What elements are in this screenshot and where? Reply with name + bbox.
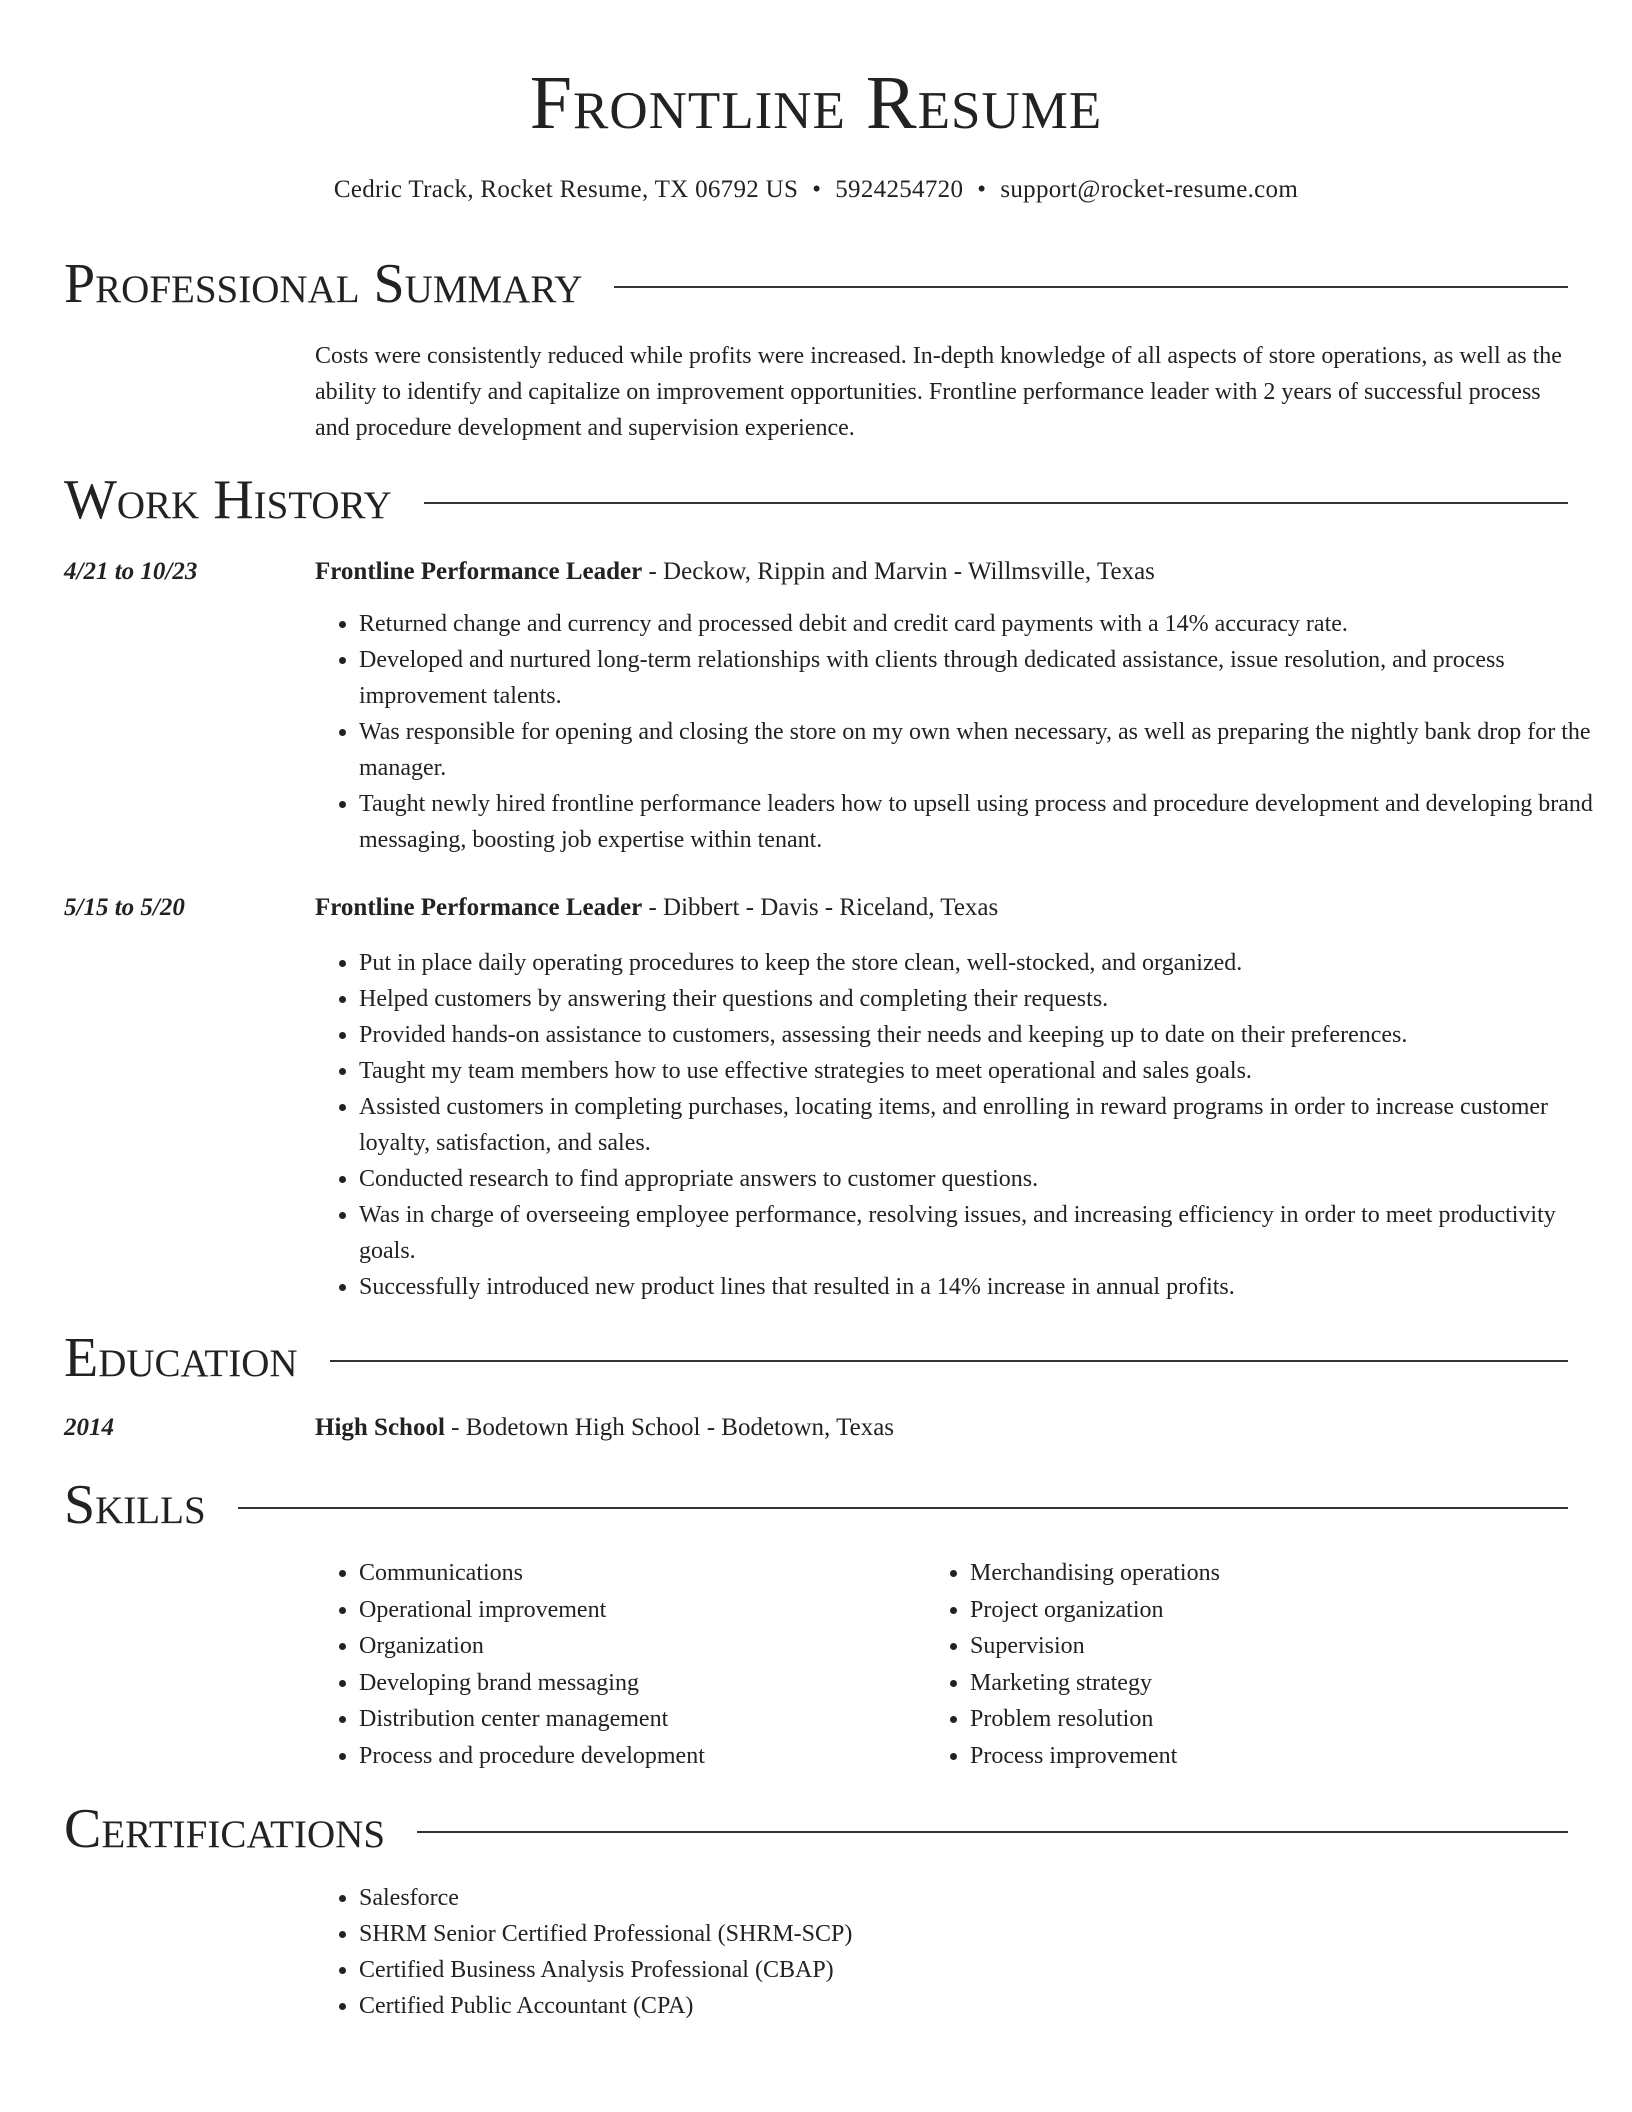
section-title-certifications: Certifications: [64, 1798, 386, 1860]
list-item: • Helped customers by answering their questions and completing their requests.: [359, 981, 1614, 1017]
section-title-work: Work History: [64, 469, 392, 531]
list-item: • Developed and nurtured long-term relationships with clients through dedicated assistance, issue resolution, and process improvement talents.: [359, 642, 1614, 714]
list-item: • Provided hands-on assistance to customers, assessing their needs and keeping up to date on their preferences.: [359, 1017, 1614, 1053]
job-bullets: [315, 606, 1614, 858]
education-school: - Bodetown High School - Bodetown, Texas: [444, 1414, 895, 1441]
education-degree: High School: [315, 1414, 445, 1441]
list-item: • Taught my team members how to use effective strategies to meet operational and sales goals.: [359, 1053, 1614, 1089]
list-item: • Assisted customers in completing purchases, locating items, and enrolling in reward programs in order to increase customer loyalty, satisfaction, and sales.: [359, 1089, 1614, 1161]
certifications-list: [315, 1880, 1614, 2024]
list-item: • Was in charge of overseeing employee performance, resolving issues, and increasing efficiency in order to meet productivity goals.: [359, 1197, 1614, 1269]
contact-email: support@rocket-resume.com: [1000, 176, 1299, 203]
section-divider: [238, 1507, 1568, 1509]
job-heading: [315, 554, 1570, 590]
certification-item: • Certified Business Analysis Professional (CBAP): [359, 1952, 1614, 1988]
list-item: • Successfully introduced new product lines that resulted in a 14% increase in annual profits.: [359, 1269, 1614, 1305]
skill-item: • Operational improvement: [359, 1592, 919, 1629]
contact-address: Cedric Track, Rocket Resume, TX 06792 US: [333, 176, 799, 203]
job-dates: 4/21 to 10/23: [64, 558, 198, 585]
education-year: 2014: [64, 1414, 114, 1441]
job-role: Frontline Performance Leader: [315, 894, 643, 921]
list-item: • Put in place daily operating procedures to keep the store clean, well-stocked, and organized.: [359, 945, 1614, 981]
skill-item: • Process improvement: [970, 1738, 1530, 1775]
skill-item: • Supervision: [970, 1628, 1530, 1665]
skill-item: • Organization: [359, 1628, 919, 1665]
section-title-education: Education: [64, 1327, 298, 1389]
section-divider: [417, 1831, 1568, 1833]
section-title-summary: Professional Summary: [64, 253, 583, 315]
skill-item: • Distribution center management: [359, 1701, 919, 1738]
skill-item: • Marketing strategy: [970, 1665, 1530, 1702]
certification-item: • SHRM Senior Certified Professional (SHRM-SCP): [359, 1916, 1614, 1952]
job-dates: 5/15 to 5/20: [64, 894, 185, 921]
skill-item: • Merchandising operations: [970, 1555, 1530, 1592]
skills-list-left: [315, 1555, 919, 1774]
skill-item: • Developing brand messaging: [359, 1665, 919, 1702]
resume-title: Frontline Resume: [529, 61, 1103, 145]
job-heading: [315, 890, 1570, 926]
skill-item: • Process and procedure development: [359, 1738, 919, 1775]
section-header-education: [64, 1326, 1568, 1390]
section-header-certifications: [64, 1797, 1568, 1861]
job-employer: - Deckow, Rippin and Marvin - Willmsville, Texas: [642, 558, 1155, 585]
section-header-summary: [64, 252, 1568, 316]
summary-text: Costs were consistently reduced while profits were increased. In-depth knowledge of all aspects of store operations, as well as the ability to identify and capitalize on improvement opportunities. Frontline performance leader with 2 years of successful process and procedure development and supervision experience.: [315, 343, 1562, 441]
job-employer: - Dibbert - Davis - Riceland, Texas: [642, 894, 999, 921]
list-item: • Was responsible for opening and closing the store on my own when necessary, as well as preparing the nightly bank drop for the manager.: [359, 714, 1614, 786]
certification-item: • Salesforce: [359, 1880, 1614, 1916]
contact-phone: 5924254720: [835, 176, 964, 203]
skill-item: • Problem resolution: [970, 1701, 1530, 1738]
section-header-skills: [64, 1473, 1568, 1537]
list-item: • Returned change and currency and processed debit and credit card payments with a 14% accuracy rate.: [359, 606, 1614, 642]
section-divider: [330, 1360, 1568, 1362]
section-header-work: [64, 468, 1568, 532]
list-item: • Conducted research to find appropriate answers to customer questions.: [359, 1161, 1614, 1197]
section-divider: [614, 286, 1568, 288]
contact-separator: •: [977, 176, 987, 203]
list-item: • Taught newly hired frontline performance leaders how to upsell using process and procedure development and developing brand messaging, boosting job expertise within tenant.: [359, 786, 1614, 858]
skill-item: • Communications: [359, 1555, 919, 1592]
skills-list-right: [926, 1555, 1530, 1774]
job-bullets: [315, 945, 1614, 1305]
section-title-skills: Skills: [64, 1474, 206, 1536]
job-role: Frontline Performance Leader: [315, 558, 643, 585]
education-heading: [315, 1410, 1570, 1446]
contact-line: [0, 175, 1632, 205]
section-divider: [424, 502, 1568, 504]
contact-separator: •: [812, 176, 822, 203]
certification-item: • Certified Public Accountant (CPA): [359, 1988, 1614, 2024]
skill-item: • Project organization: [970, 1592, 1530, 1629]
